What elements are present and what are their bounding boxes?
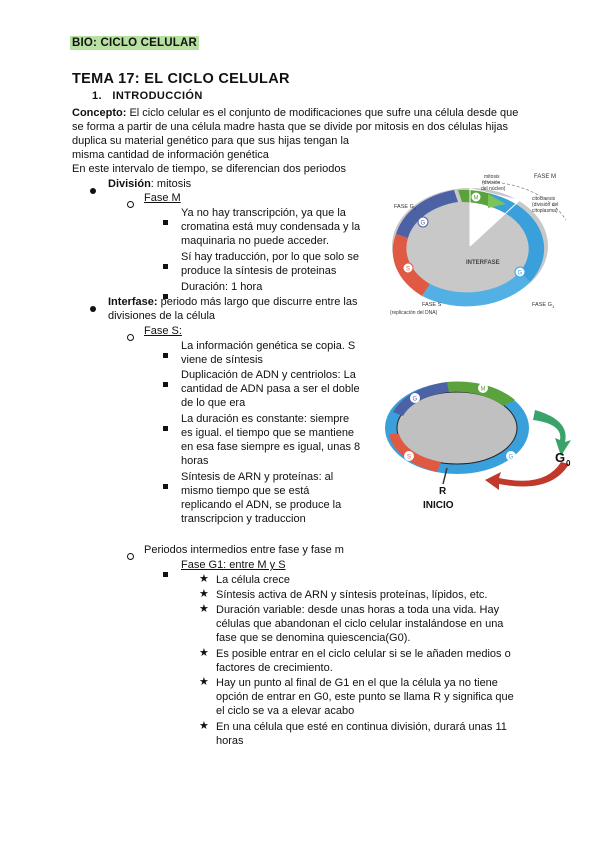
concept-line-2: se forma a partir de una célula madre hasta que se divide por mitosis en dos células hijas [72,121,508,133]
fig1-fase-g1: FASE G [532,302,552,308]
star-bullet: ★ [199,573,209,585]
bullet-square [163,418,168,436]
g1-item-2: Síntesis activa de ARN y síntesis proteínas, lípidos, etc. [216,589,488,601]
star-bullet: ★ [199,588,209,600]
bullet-circle [127,328,134,346]
division-item-1-line-2: cromatina está muy condensada y la [181,221,361,233]
bullet-square [163,256,168,274]
fig1-label-s: S [406,266,411,273]
fig1-citocinesis-3: citoplasma) [532,208,558,214]
bullet-circle [127,547,134,565]
fig1-fase-g2-sub: 2 [414,206,417,211]
bullet-circle [127,195,134,213]
g0-diagram [385,372,585,522]
division-label: División [108,178,151,190]
division-item-1-line-3: maquinaria no puede acceder. [181,235,329,247]
fig1-interfase: INTERFASE [466,260,500,266]
fig1-mitosis-1: mitosis [484,174,500,180]
fig1-mitosis-2: (división [482,180,501,186]
fig1-fase-s-sub: (replicación del DNA) [390,310,438,316]
interfase-line [108,295,357,310]
interfase-rest: periodo más largo que discurre entre las [157,296,358,308]
fig2-inicio: INICIO [423,500,454,511]
fig1-fase-s: FASE S [422,302,442,308]
fig1-mitosis-3: del núcleo) [481,186,506,192]
fig2-g0-sub: 0 [566,459,571,468]
star-bullet: ★ [199,603,209,615]
fig2-r: R [439,486,447,497]
phase-m-label: Fase M [144,192,181,204]
g1-item-6-line-2: horas [216,735,244,747]
bullet-dot [90,181,96,199]
g1-item-4-line-2: factores de crecimiento. [216,662,333,674]
fig1-fase-g1-sub: 1 [552,304,555,309]
g1-item-3-line-2: células que abandonan el ciclo celular instalándose en una [216,618,504,630]
fig1-label-m: M [473,195,479,202]
s-item-3-line-3: en esa fase siempre es igual, unas 8 [181,441,361,453]
g1-item-1: La célula crece [216,574,290,586]
fig2-label-m: M [480,386,486,393]
division-item-2-line-1: Sí hay traducción, por lo que solo se [181,251,359,263]
fig1-label-g2: G [420,220,426,227]
s-item-2-line-3: de lo que era [181,397,246,409]
bullet-dot [90,299,96,317]
phase-s-label: Fase S: [144,325,182,337]
fig1-fase-m: FASE M [534,174,557,180]
star-bullet: ★ [199,647,209,659]
g1-item-3-line-3: fase que se denomina quiescencia(G0). [216,632,411,644]
s-item-2-line-1: Duplicación de ADN y centriolos: La [181,369,356,381]
g1-item-5-line-1: Hay un punto al final de G1 en el que la célula ya no tiene [216,677,498,689]
fig2-label-g2: G [412,396,418,403]
header-label: BIO: CICLO CELULAR [72,37,197,49]
cell-cycle-diagram [370,164,580,324]
s-item-2-line-2: cantidad de ADN pasa a ser el doble [181,383,360,395]
s-item-3-line-1: La duración es constante: siempre [181,413,350,425]
division-item-3-line-1: Duración: 1 hora [181,281,263,293]
concept-line-4: misma cantidad de información genética [72,149,269,161]
concept-text-1: El ciclo celular es el conjunto de modificaciones que sufre una célula desde que [129,107,519,119]
s-item-4-line-1: Síntesis de ARN y proteínas: al [181,471,334,483]
g1-item-5-line-2: opción de entrar en G0, este punto se llama R y significa que [216,691,514,703]
bullet-square [163,212,168,230]
fig2-label-g1: G [508,454,514,461]
star-bullet: ★ [199,720,209,732]
division-item-1-line-1: Ya no hay transcripción, ya que la [181,207,346,219]
s-item-1-line-1: La información genética se copia. S [181,340,356,352]
division-item-2-line-2: produce la síntesis de proteinas [181,265,337,277]
fig1-citocinesis-1: citocinesis [532,196,556,202]
s-item-3-line-4: horas [181,455,209,467]
s-item-4-line-2: mismo tiempo que se está [181,485,310,497]
star-bullet: ★ [199,676,209,688]
s-item-1-line-2: viene de síntesis [181,354,263,366]
concept-line-3: duplica su material genético para que sus hijas tengan la [72,135,350,147]
g1-item-6-line-1: En una célula que esté en continua división, durará unas 11 [216,721,507,733]
section-heading [92,90,203,102]
fig2-g0: G [555,450,566,465]
bullet-square [163,345,168,363]
phase-g1-label: Fase G1: entre M y S [181,559,286,571]
bullet-square [163,476,168,494]
bullet-square [163,374,168,392]
bullet-square [163,564,168,582]
division-line [108,177,191,192]
page-title: TEMA 17: EL CICLO CELULAR [72,71,290,87]
interfase-line-2: divisiones de la célula [108,310,216,322]
fig2-label-s: S [407,454,412,461]
concept-label: Concepto: [72,107,127,119]
s-item-4-line-4: transcripcion y traduccion [181,513,306,525]
s-item-4-line-3: replicando el ADN, se produce la [181,499,342,511]
section-number: 1. [92,90,102,102]
division-rest: : mitosis [150,178,192,190]
fig1-label-g1: G [517,270,523,277]
fig1-fase-g2: FASE G [394,204,414,210]
s-item-3-line-2: es igual. el tiempo que se mantiene [181,427,355,439]
g1-item-4-line-1: Es posible entrar en el ciclo celular si se le añaden medios o [216,648,511,660]
concept-line-1 [72,106,518,121]
section-label: INTRODUCCIÓN [112,90,203,102]
fig1-citocinesis-2: (división del [532,202,559,208]
interfase-label: Interfase: [108,296,158,308]
g1-item-5-line-3: el ciclo se va a elevar acabo [216,705,355,717]
g1-item-3-line-1: Duración variable: desde unas horas a toda una vida. Hay [216,604,500,616]
intermediate-periods: Periodos intermedios entre fase y fase m [144,544,344,556]
concept-line-5: En este intervalo de tiempo, se diferencian dos periodos [72,163,346,175]
